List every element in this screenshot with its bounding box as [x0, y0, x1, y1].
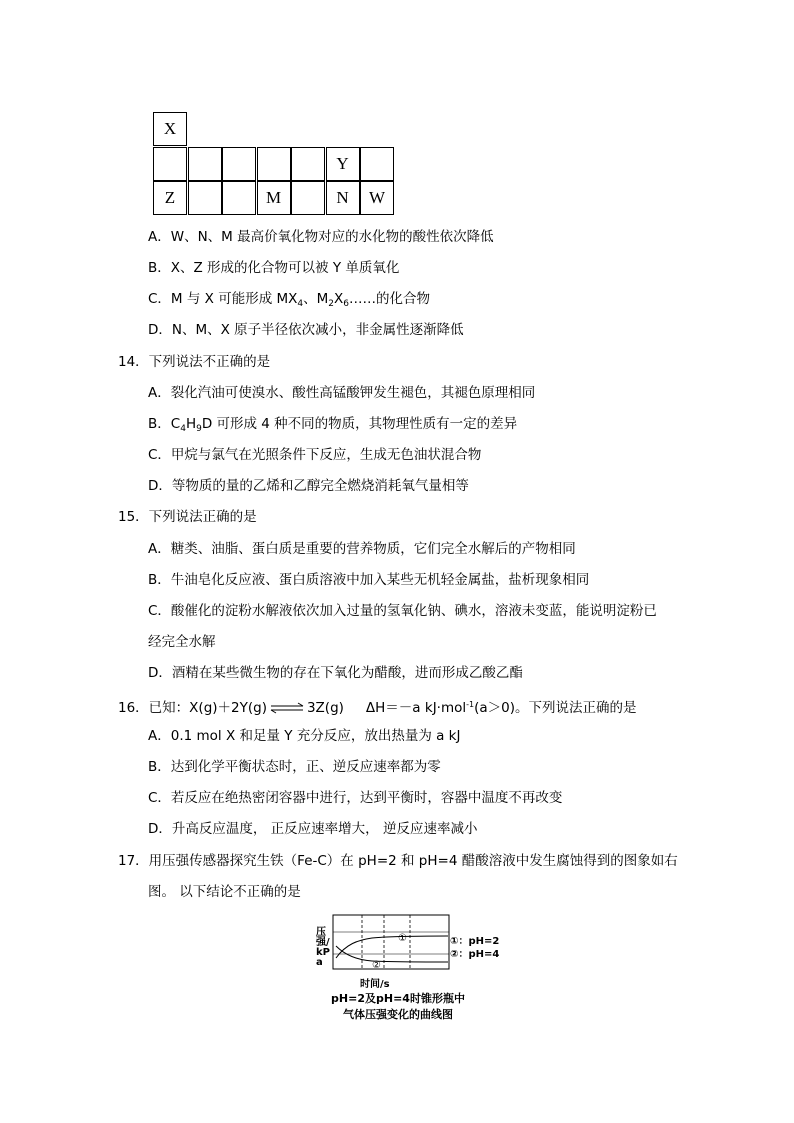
element-cell-z: Z	[153, 181, 187, 215]
curve-1-label: ①	[398, 933, 407, 944]
q13-option-a: A．W、N、M 最高价氧化物对应的水化物的酸性依次降低	[148, 229, 494, 245]
q15-option-c-line1: C．酸催化的淀粉水解液依次加入过量的氢氧化钠、碘水，溶液未变蓝，能说明淀粉已	[148, 603, 657, 619]
q15-option-a: A．糖类、油脂、蛋白质是重要的营养物质，它们完全水解后的产物相同	[148, 541, 576, 557]
q16-option-b: B．达到化学平衡状态时，正、逆反应速率都为零	[148, 759, 441, 775]
q13-option-b: B．X、Z 形成的化合物可以被 Y 单质氧化	[148, 260, 400, 276]
empty-element-cell	[188, 147, 222, 181]
curve-2-label: ②	[372, 960, 381, 971]
empty-element-cell	[153, 147, 187, 181]
pressure-curves-plot	[332, 914, 452, 974]
q17-stem-line2: 图。 以下结论不正确的是	[148, 884, 301, 900]
q17-stem-line1: 17．用压强传感器探究生铁（Fe-C）在 pH=2 和 pH=4 醋酸溶液中发生腐蚀得到的图象如右	[118, 853, 678, 869]
element-cell-m: M	[257, 181, 291, 215]
q16-stem: 16．已知：X(g)＋2Y(g) 3Z(g) ΔH＝－a kJ·mol$^{-1}$(a＞0)。下列说法正确的是	[118, 700, 637, 716]
q15-option-c-line2: 经完全水解	[148, 634, 216, 650]
figure-x-axis-label: 时间/s	[360, 979, 390, 990]
equilibrium-arrow-icon	[269, 702, 305, 714]
q16-option-c: C．若反应在绝热密闭容器中进行，达到平衡时，容器中温度不再改变	[148, 790, 563, 806]
empty-element-cell	[222, 181, 256, 215]
curve-ph2	[336, 936, 448, 958]
figure-y-axis-label: 压强/kPa	[316, 927, 330, 968]
empty-element-cell	[291, 181, 325, 215]
element-cell-w: W	[360, 181, 394, 215]
figure-caption-line2: 气体压强变化的曲线图	[343, 1008, 453, 1021]
element-cell-y: Y	[326, 147, 360, 181]
empty-element-cell	[257, 147, 291, 181]
empty-element-cell	[360, 147, 394, 181]
empty-element-cell	[188, 181, 222, 215]
element-cell-x: X	[153, 112, 187, 146]
q16-option-a: A．0.1 mol X 和足量 Y 充分反应，放出热量为 a kJ	[148, 728, 461, 744]
q14-option-a: A．裂化汽油可使溴水、酸性高锰酸钾发生褪色，其褪色原理相同	[148, 385, 536, 401]
q13-option-c: C．M 与 X 可能形成 $MX_4$、$M_2X_6\dots\dots$的化合物	[148, 291, 430, 309]
legend-ph2: ①：pH=2	[450, 936, 500, 947]
element-cell-n: N	[326, 181, 360, 215]
q15-option-d: D．酒精在某些微生物的存在下氧化为醋酸，进而形成乙酸乙酯	[148, 665, 523, 681]
figure-caption-line1: pH=2及pH=4时锥形瓶中	[331, 992, 465, 1005]
empty-element-cell	[222, 147, 256, 181]
q14-option-c: C．甲烷与氯气在光照条件下反应，生成无色油状混合物	[148, 447, 482, 463]
pressure-time-figure	[318, 914, 508, 1024]
empty-element-cell	[291, 147, 325, 181]
q13-option-d: D．N、M、X 原子半径依次减小，非金属性逐渐降低	[148, 322, 464, 338]
legend-ph4: ②：pH=4	[450, 949, 500, 960]
q14-option-b: B．$C_4H_9D$ 可形成 4 种不同的物质，其物理性质有一定的差异	[148, 416, 518, 434]
q14-option-d: D．等物质的量的乙烯和乙醇完全燃烧消耗氧气量相等	[148, 478, 469, 494]
q15-option-b: B．牛油皂化反应液、蛋白质溶液中加入某些无机轻金属盐，盐析现象相同	[148, 572, 590, 588]
q16-option-d: D．升高反应温度， 正反应速率增大， 逆反应速率减小	[148, 821, 478, 837]
q14-stem: 14．下列说法不正确的是	[118, 354, 271, 370]
q15-stem: 15．下列说法正确的是	[118, 509, 257, 525]
